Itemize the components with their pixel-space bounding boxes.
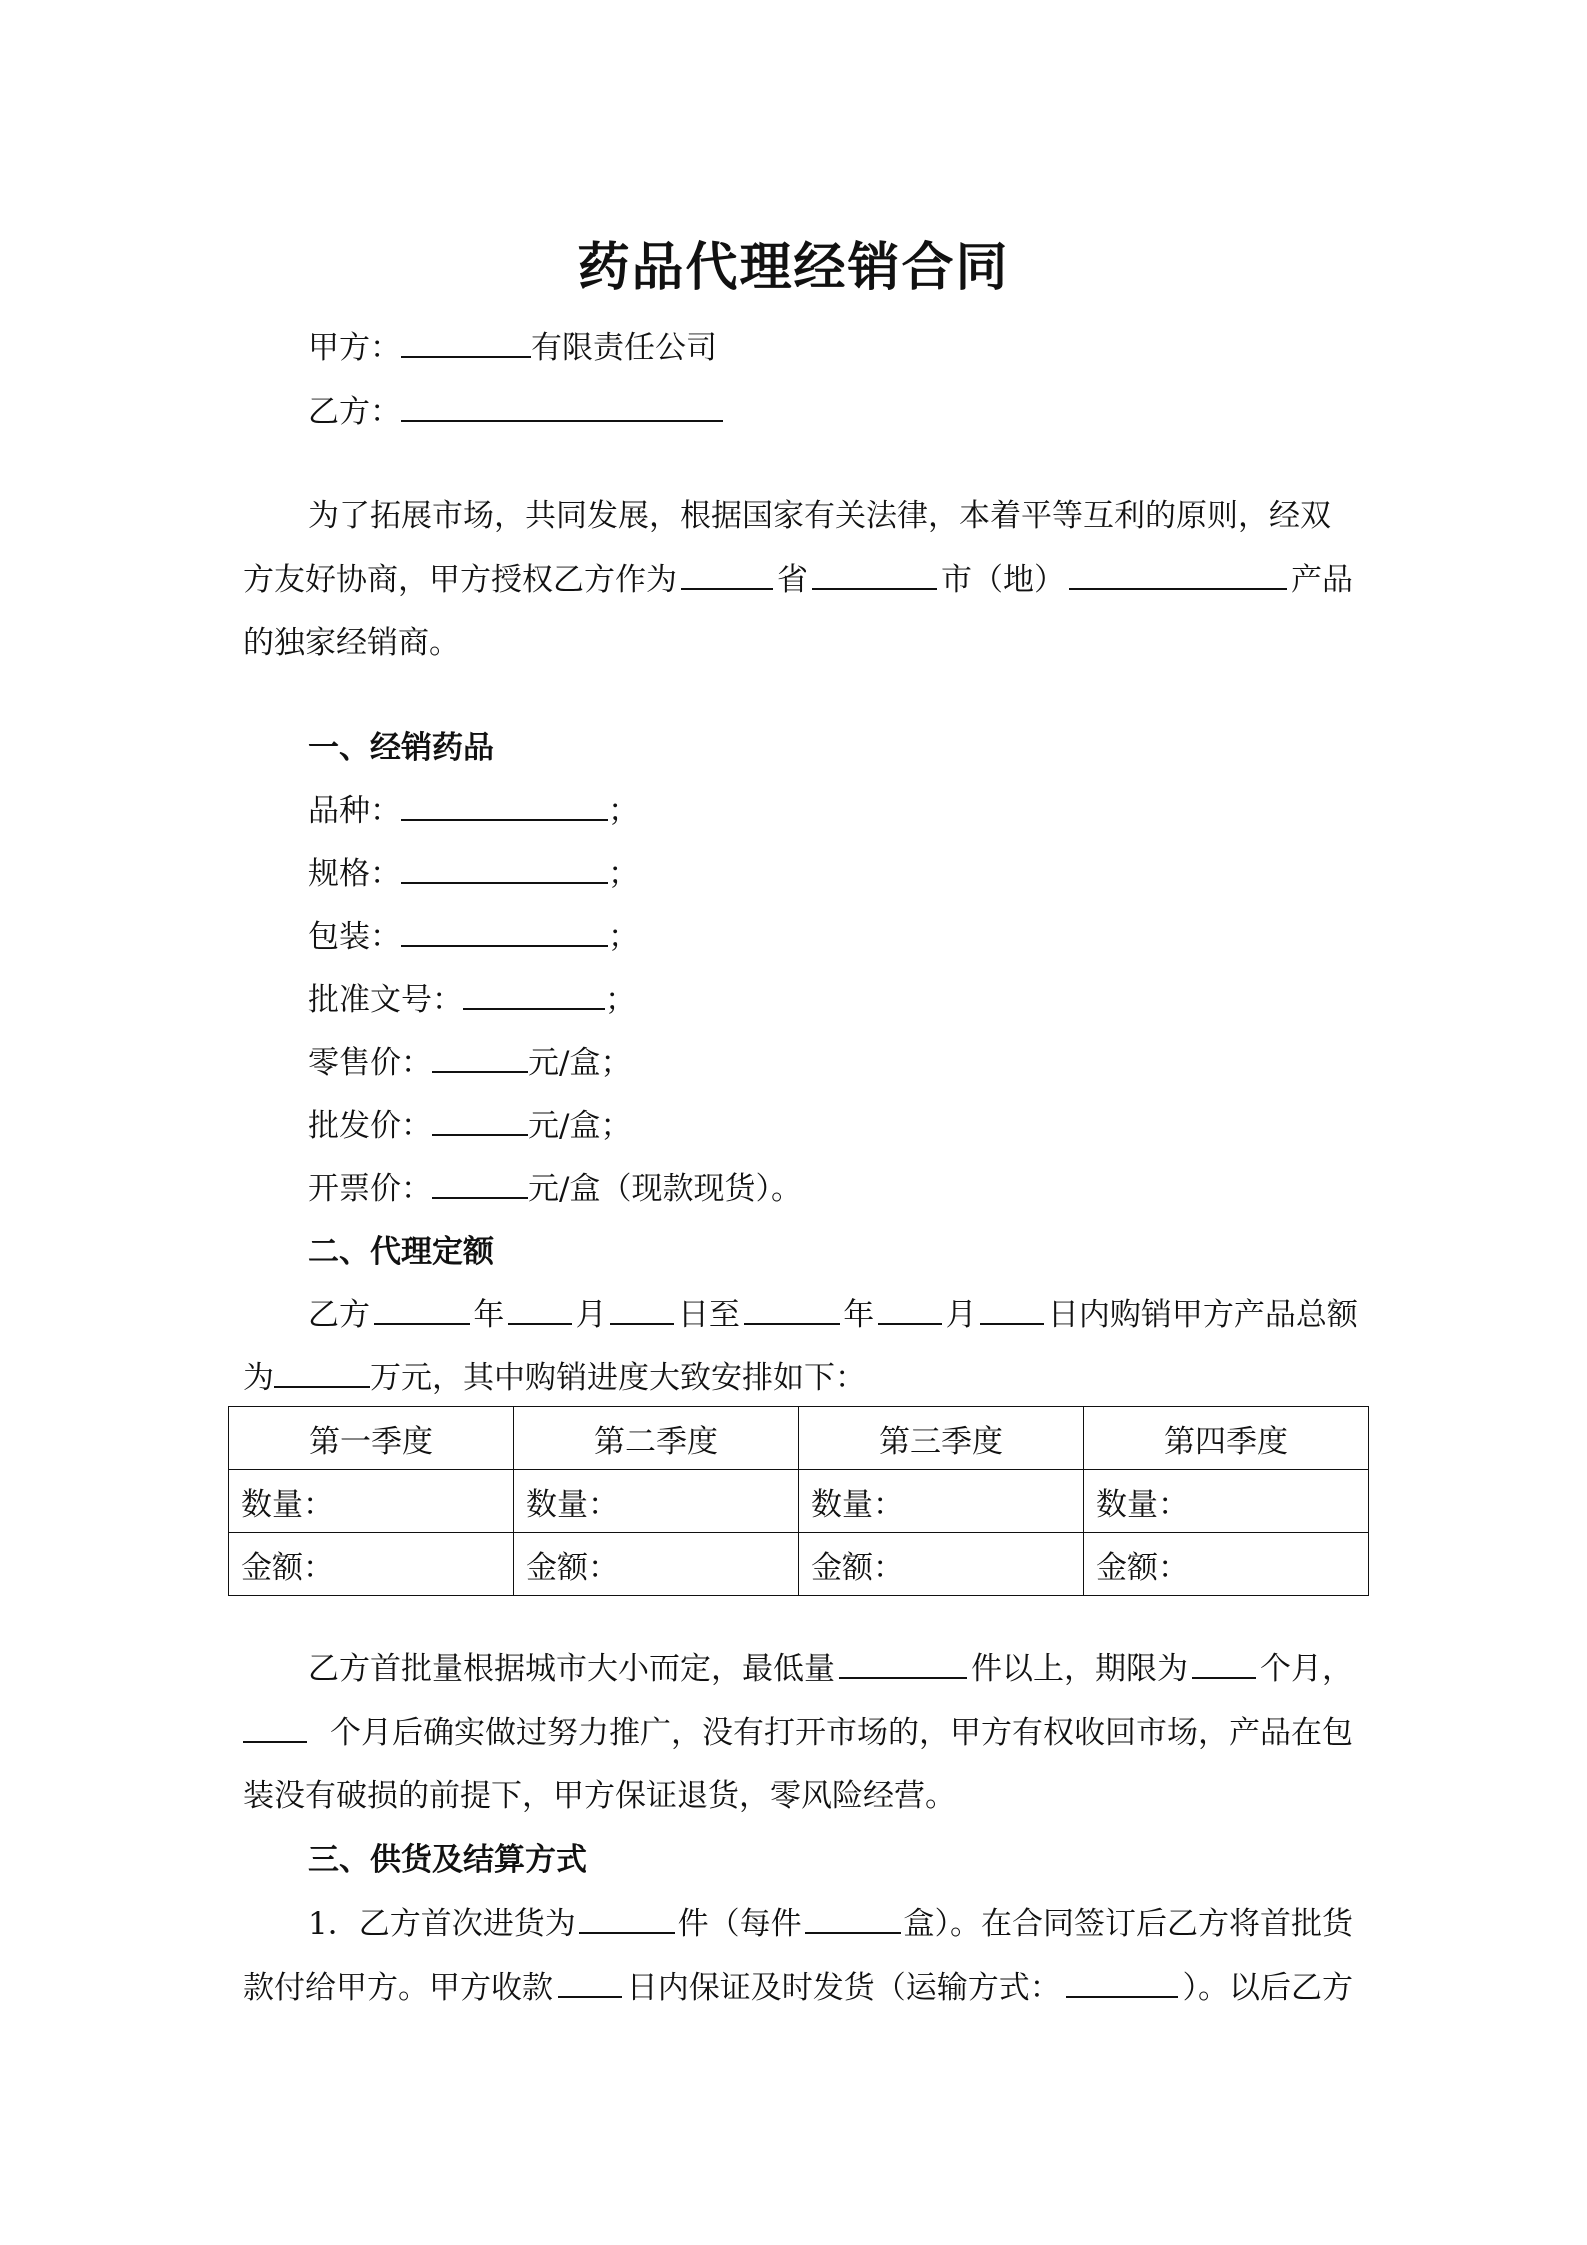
section-3-heading: 三、供货及结算方式 — [308, 1842, 587, 1878]
page-title: 药品代理经销合同 — [577, 238, 1010, 298]
intro-text-2b: 省 — [777, 562, 808, 598]
party-b-blank[interactable] — [401, 390, 723, 422]
product-blank[interactable] — [1069, 558, 1287, 590]
period-text: 日至 — [677, 1297, 740, 1333]
invoice-price-blank[interactable] — [432, 1167, 528, 1199]
table-header-cell: 第三季度 — [799, 1407, 1084, 1470]
item-package — [308, 915, 639, 959]
min-quantity-blank[interactable] — [839, 1647, 967, 1679]
end-month-blank[interactable] — [878, 1293, 942, 1325]
quantity-cell-q1[interactable]: 数量： — [229, 1470, 514, 1533]
item-end: 元/盒（现款现货）。 — [528, 1171, 802, 1207]
party-a-suffix: 有限责任公司 — [531, 330, 717, 366]
spec-blank[interactable] — [401, 852, 608, 884]
supply-text: 1．乙方首次进货为 — [308, 1906, 576, 1942]
intro-line-1 — [308, 494, 1353, 538]
intro-text-1: 为了拓展市场，共同发展，根据国家有关法律，本着平等互利的原则，经双 — [308, 498, 1331, 534]
period-months-blank[interactable] — [1192, 1647, 1256, 1679]
item-label: 批准文号： — [308, 982, 463, 1018]
amount-cell-q4[interactable]: 金额： — [1084, 1533, 1369, 1596]
period-text: 年 — [843, 1297, 875, 1333]
retail-price-blank[interactable] — [432, 1041, 528, 1073]
quarterly-schedule-table — [228, 1406, 1369, 1596]
first-batch-text: 个月， — [1260, 1651, 1353, 1687]
item-label: 规格： — [308, 856, 401, 892]
item-label: 品种： — [308, 793, 401, 829]
promotion-line — [243, 1711, 1353, 1755]
period-text: 月 — [575, 1297, 607, 1333]
table-header-cell: 第二季度 — [514, 1407, 799, 1470]
party-b-label: 乙方： — [308, 394, 401, 430]
first-batch-text: 件以上，期限为 — [971, 1651, 1188, 1687]
item-invoice-price — [308, 1167, 802, 1211]
item-variety — [308, 789, 639, 833]
item-wholesale-price — [308, 1104, 631, 1148]
item-label: 零售价： — [308, 1045, 432, 1081]
party-b-line — [308, 390, 723, 434]
quantity-cell-q2[interactable]: 数量： — [514, 1470, 799, 1533]
item-approval — [308, 978, 636, 1022]
supply-text: 盒）。在合同签订后乙方将首批货 — [903, 1906, 1353, 1942]
total-text: 万元，其中购销进度大致安排如下： — [370, 1360, 866, 1396]
quantity-cell-q3[interactable]: 数量： — [799, 1470, 1084, 1533]
party-a-label: 甲方： — [308, 330, 401, 366]
table-row-quantity — [229, 1470, 1369, 1533]
total-amount-line — [243, 1356, 866, 1400]
province-blank[interactable] — [681, 558, 773, 590]
end-year-blank[interactable] — [744, 1293, 840, 1325]
end-day-blank[interactable] — [980, 1293, 1044, 1325]
city-blank[interactable] — [812, 558, 937, 590]
first-order-pieces-blank[interactable] — [579, 1902, 675, 1934]
table-header-cell: 第四季度 — [1084, 1407, 1369, 1470]
supply-line-1 — [308, 1902, 1353, 1946]
item-label: 包装： — [308, 919, 401, 955]
table-header-row — [229, 1407, 1369, 1470]
item-end: ； — [605, 982, 636, 1018]
intro-text-2c: 市（地） — [941, 562, 1065, 598]
start-year-blank[interactable] — [374, 1293, 470, 1325]
amount-cell-q2[interactable]: 金额： — [514, 1533, 799, 1596]
item-end: ； — [608, 919, 639, 955]
item-label: 批发价： — [308, 1108, 432, 1144]
item-end: ； — [608, 856, 639, 892]
supply-text: 款付给甲方。甲方收款 — [243, 1970, 553, 2006]
item-label: 开票价： — [308, 1171, 432, 1207]
quantity-cell-q4[interactable]: 数量： — [1084, 1470, 1369, 1533]
first-batch-text: 乙方首批量根据城市大小而定，最低量 — [308, 1651, 835, 1687]
intro-text-2a: 方友好协商，甲方授权乙方作为 — [243, 562, 677, 598]
total-amount-blank[interactable] — [274, 1356, 370, 1388]
months-after-blank[interactable] — [243, 1711, 307, 1743]
delivery-days-blank[interactable] — [558, 1966, 622, 1998]
table-row-amount — [229, 1533, 1369, 1596]
supply-text: 件（每件 — [677, 1906, 802, 1942]
wholesale-price-blank[interactable] — [432, 1104, 528, 1136]
item-spec — [308, 852, 639, 896]
amount-cell-q1[interactable]: 金额： — [229, 1533, 514, 1596]
item-end: 元/盒； — [528, 1108, 632, 1144]
transport-method-blank[interactable] — [1066, 1966, 1178, 1998]
return-line: 装没有破损的前提下，甲方保证退货，零风险经营。 — [243, 1778, 956, 1814]
section-1-heading: 一、经销药品 — [308, 730, 494, 766]
package-blank[interactable] — [401, 915, 608, 947]
supply-line-2 — [243, 1966, 1353, 2010]
intro-line-3: 的独家经销商。 — [243, 625, 460, 661]
supply-text: ）。以后乙方 — [1182, 1970, 1353, 2006]
amount-cell-q3[interactable]: 金额： — [799, 1533, 1084, 1596]
boxes-per-piece-blank[interactable] — [805, 1902, 901, 1934]
first-batch-line — [308, 1647, 1353, 1691]
item-end: 元/盒； — [528, 1045, 632, 1081]
period-text: 乙方 — [308, 1297, 370, 1333]
table-header-cell: 第一季度 — [229, 1407, 514, 1470]
start-month-blank[interactable] — [508, 1293, 572, 1325]
approval-blank[interactable] — [463, 978, 605, 1010]
intro-line-2 — [243, 558, 1353, 602]
period-text: 日内购销甲方产品总额 — [1047, 1297, 1358, 1333]
supply-text: 日内保证及时发货（运输方式： — [626, 1970, 1061, 2006]
start-day-blank[interactable] — [610, 1293, 674, 1325]
party-a-line — [308, 326, 717, 370]
total-text: 为 — [243, 1360, 274, 1396]
section-2-heading: 二、代理定额 — [308, 1234, 494, 1270]
period-text: 年 — [473, 1297, 505, 1333]
promotion-text: 个月后确实做过努力推广，没有打开市场的，甲方有权收回市场，产品在包 — [330, 1715, 1353, 1751]
party-a-blank[interactable] — [401, 326, 531, 358]
period-text: 月 — [945, 1297, 977, 1333]
period-line — [308, 1293, 1358, 1337]
item-end: ； — [608, 793, 639, 829]
variety-blank[interactable] — [401, 789, 608, 821]
item-retail-price — [308, 1041, 631, 1085]
intro-text-2d: 产品 — [1291, 562, 1353, 598]
